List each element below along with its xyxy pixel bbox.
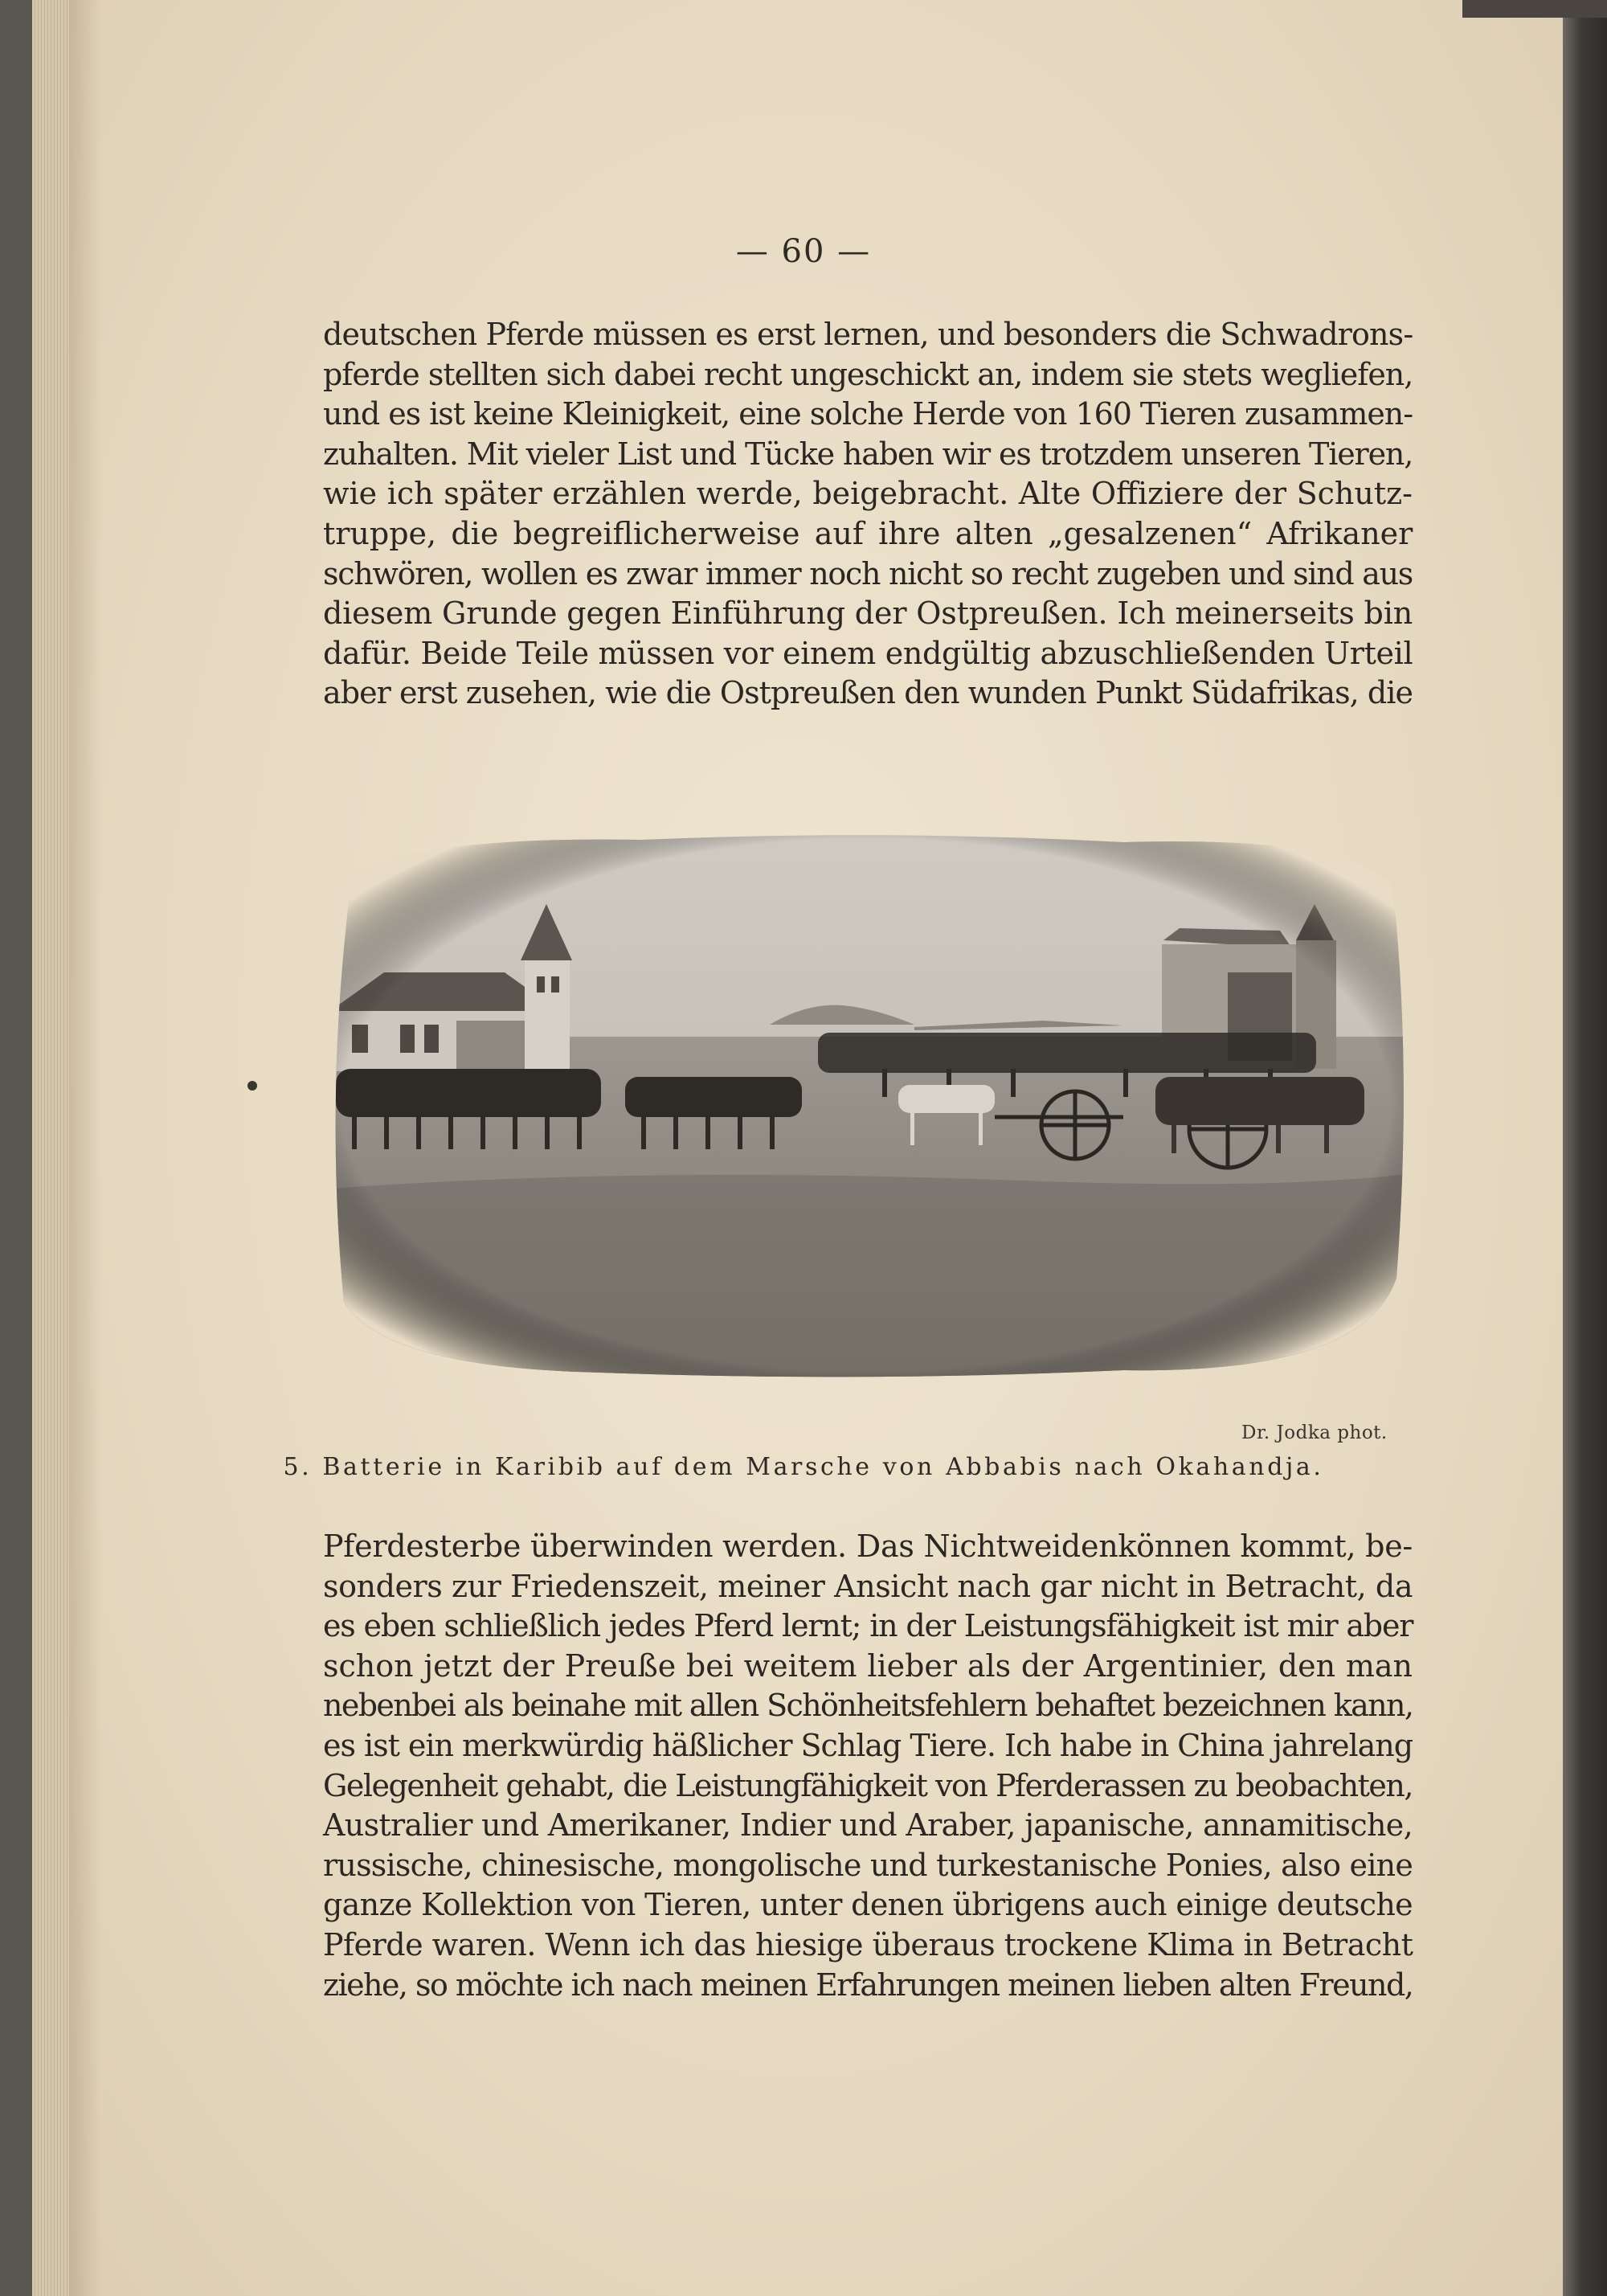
text-line: schon jetzt der Preuße bei weitem lieber als der Argentinier, den man bbox=[323, 1647, 1413, 1684]
text-line: diesem Grunde gegen Einführung der Ostpreußen. Ich meinerseits bin bbox=[323, 595, 1413, 632]
book-binding bbox=[1563, 0, 1607, 2296]
figure-caption: 5. Batterie in Karibib auf dem Marsche von Abbabis nach Okahandja. bbox=[283, 1453, 1324, 1481]
gutter-shadow bbox=[69, 0, 101, 2296]
text-line: Pferde waren. Wenn ich das hiesige überaus trockene Klima in Betracht bbox=[323, 1926, 1413, 1962]
text-line: aber erst zusehen, wie die Ostpreußen den wunden Punkt Südafrikas, die bbox=[323, 675, 1413, 711]
photo-credit: Dr. Jodka phot. bbox=[1241, 1422, 1388, 1443]
text-line: ziehe, so möchte ich nach meinen Erfahrungen meinen lieben alten Freund, bbox=[323, 1967, 1413, 2003]
text-line: pferde stellten sich dabei recht ungeschickt an, indem sie stets wegliefen, bbox=[323, 356, 1413, 392]
text-line: Gelegenheit gehabt, die Leistungfähigkeit von Pferderassen zu beobachten, bbox=[323, 1767, 1413, 1803]
text-line: Pferdesterbe überwinden werden. Das Nichtweidenkönnen kommt, be- bbox=[323, 1529, 1413, 1564]
page-number: — 60 — bbox=[735, 233, 872, 270]
text-line: schwören, wollen es zwar immer noch nicht so recht zugeben und sind aus bbox=[323, 555, 1413, 591]
text-line: zuhalten. Mit vieler List und Tücke haben wir es trotzdem unseren Tieren, bbox=[323, 436, 1413, 472]
text-line: ganze Kollektion von Tieren, unter denen übrigens auch einige deutsche bbox=[323, 1887, 1413, 1923]
text-line: deutschen Pferde müssen es erst lernen, und besonders die Schwadrons- bbox=[323, 317, 1413, 352]
text-line: sonders zur Friedenszeit, meiner Ansicht nach gar nicht in Betracht, da bbox=[323, 1568, 1413, 1604]
text-line: truppe, die begreiflicherweise auf ihre alten „gesalzenen“ Afrikaner bbox=[323, 515, 1413, 551]
text-line: es ist ein merkwürdig häßlicher Schlag Tiere. Ich habe in China jahrelang bbox=[323, 1727, 1413, 1763]
text-line: wie ich später erzählen werde, beigebracht. Alte Offiziere der Schutz- bbox=[323, 476, 1413, 512]
figure-photograph bbox=[320, 828, 1413, 1382]
text-line: russische, chinesische, mongolische und turkestanische Ponies, also eine bbox=[323, 1847, 1413, 1883]
text-line: es eben schließlich jedes Pferd lernt; in der Leistungsfähigkeit ist mir aber bbox=[323, 1608, 1413, 1644]
paragraph-bottom bbox=[323, 1527, 1413, 2005]
text-line: und es ist keine Kleinigkeit, eine solche Herde von 160 Tieren zusammen- bbox=[323, 396, 1413, 432]
book-binding-top bbox=[1462, 0, 1607, 18]
text-line: Australier und Amerikaner, Indier und Araber, japanische, annamitische, bbox=[323, 1807, 1413, 1844]
page-edges bbox=[32, 0, 69, 2296]
paragraph-top bbox=[323, 315, 1413, 714]
photo-content bbox=[320, 828, 1413, 1382]
margin-mark bbox=[247, 1081, 257, 1091]
photo-battery-karibib bbox=[320, 828, 1413, 1382]
text-line: dafür. Beide Teile müssen vor einem endgültig abzuschließenden Urteil bbox=[323, 635, 1413, 671]
text-line: nebenbei als beinahe mit allen Schönheitsfehlern behaftet bezeichnen kann, bbox=[323, 1688, 1413, 1724]
